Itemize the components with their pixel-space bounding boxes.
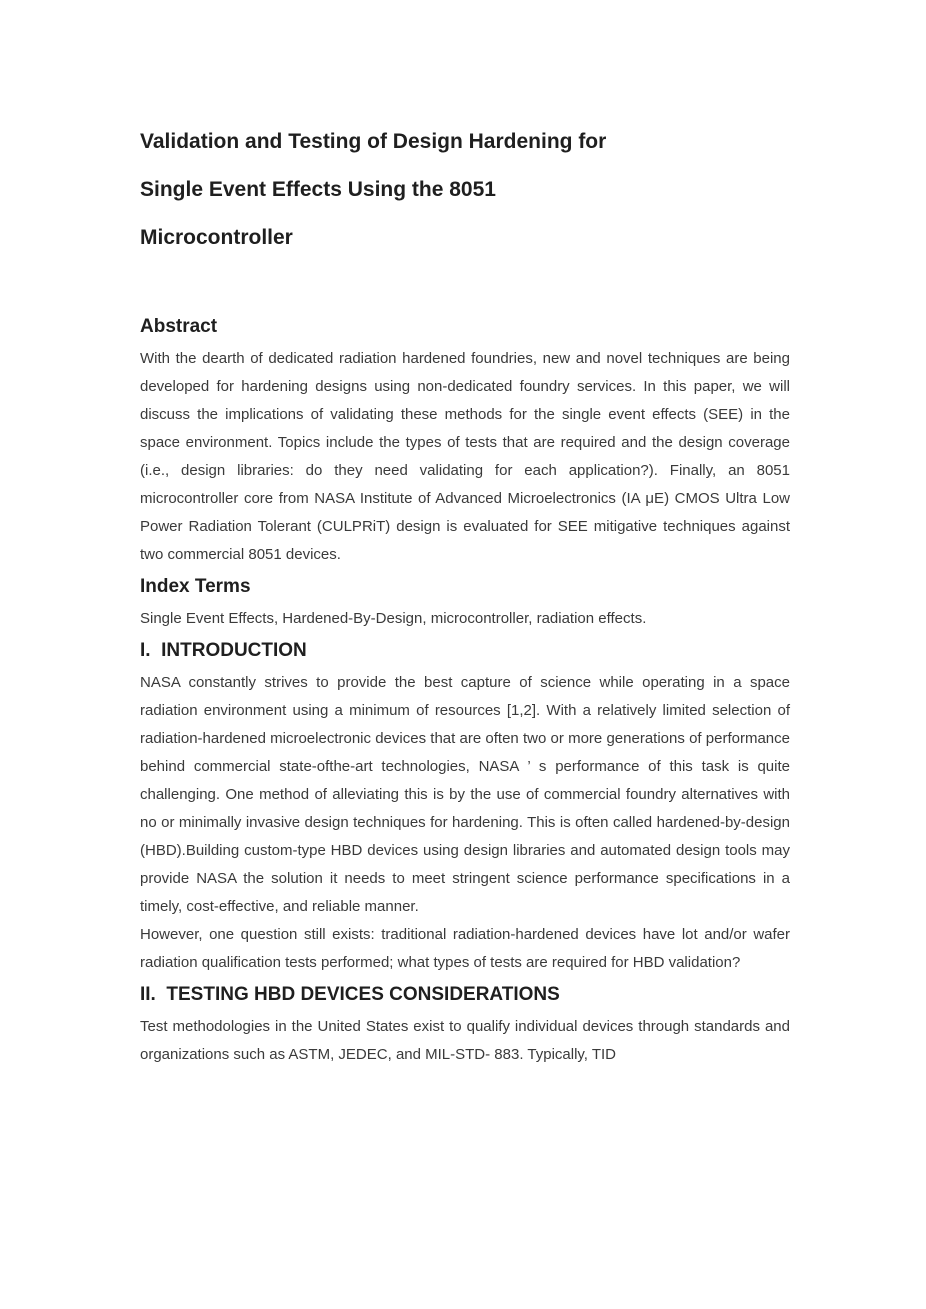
introduction-paragraph-1: NASA constantly strives to provide the best capture of science while operating in a space radiation environment using a minimum of resources [1,2]. With a relatively limited selection of radiation-hardened microelectronic devices that are often two or more generations of performance behind commercial state-ofthe-art technologies, NASA ’ s performance of this task is quite challenging. One method of alleviating this is by the use of commercial foundry alternatives with no or minimally invasive design techniques for hardening. This is often called hardened-by-design (HBD).Building custom-type HBD devices using design libraries and automated design tools may provide NASA the solution it needs to meet stringent science performance specifications in a timely, cost-effective, and reliable manner. — [140, 674, 790, 915]
testing-hbd-paragraph: Test methodologies in the United States exist to qualify individual devices through standards and organizations such as ASTM, JEDEC, and MIL-STD- 883. Typically, TID — [140, 1018, 790, 1063]
section-introduction — [140, 636, 790, 977]
paper-title — [140, 118, 790, 262]
section-abstract — [140, 312, 790, 569]
section-heading-introduction: I. INTRODUCTION — [140, 640, 307, 661]
section-heading-abstract: Abstract — [140, 316, 218, 337]
section-heading-index-terms: Index Terms — [140, 576, 251, 597]
section-index-terms — [140, 572, 790, 633]
index-terms-paragraph: Single Event Effects, Hardened-By-Design, microcontroller, radiation effects. — [140, 610, 647, 627]
paper-title-line-2: Single Event Effects Using the 8051 — [140, 178, 496, 201]
introduction-paragraph-2: However, one question still exists: traditional radiation-hardened devices have lot and/or wafer radiation qualification tests performed; what types of tests are required for HBD validation? — [140, 926, 790, 971]
section-heading-testing-hbd-devices: II. TESTING HBD DEVICES CONSIDERATIONS — [140, 984, 560, 1005]
section-testing-hbd-devices — [140, 980, 790, 1069]
paper-title-line-1: Validation and Testing of Design Hardening for — [140, 130, 607, 153]
abstract-paragraph: With the dearth of dedicated radiation hardened foundries, new and novel techniques are being developed for hardening designs using non-dedicated foundry services. In this paper, we will discuss the implications of validating these methods for the single event effects (SEE) in the space environment. Topics include the types of tests that are required and the design coverage (i.e., design libraries: do they need validating for each application?). Finally, an 8051 microcontroller core from NASA Institute of Advanced Microelectronics (IA μE) CMOS Ultra Low Power Radiation Tolerant (CULPRiT) design is evaluated for SEE mitigative techniques against two commercial 8051 devices. — [140, 350, 790, 563]
paper-title-line-3: Microcontroller — [140, 226, 293, 249]
